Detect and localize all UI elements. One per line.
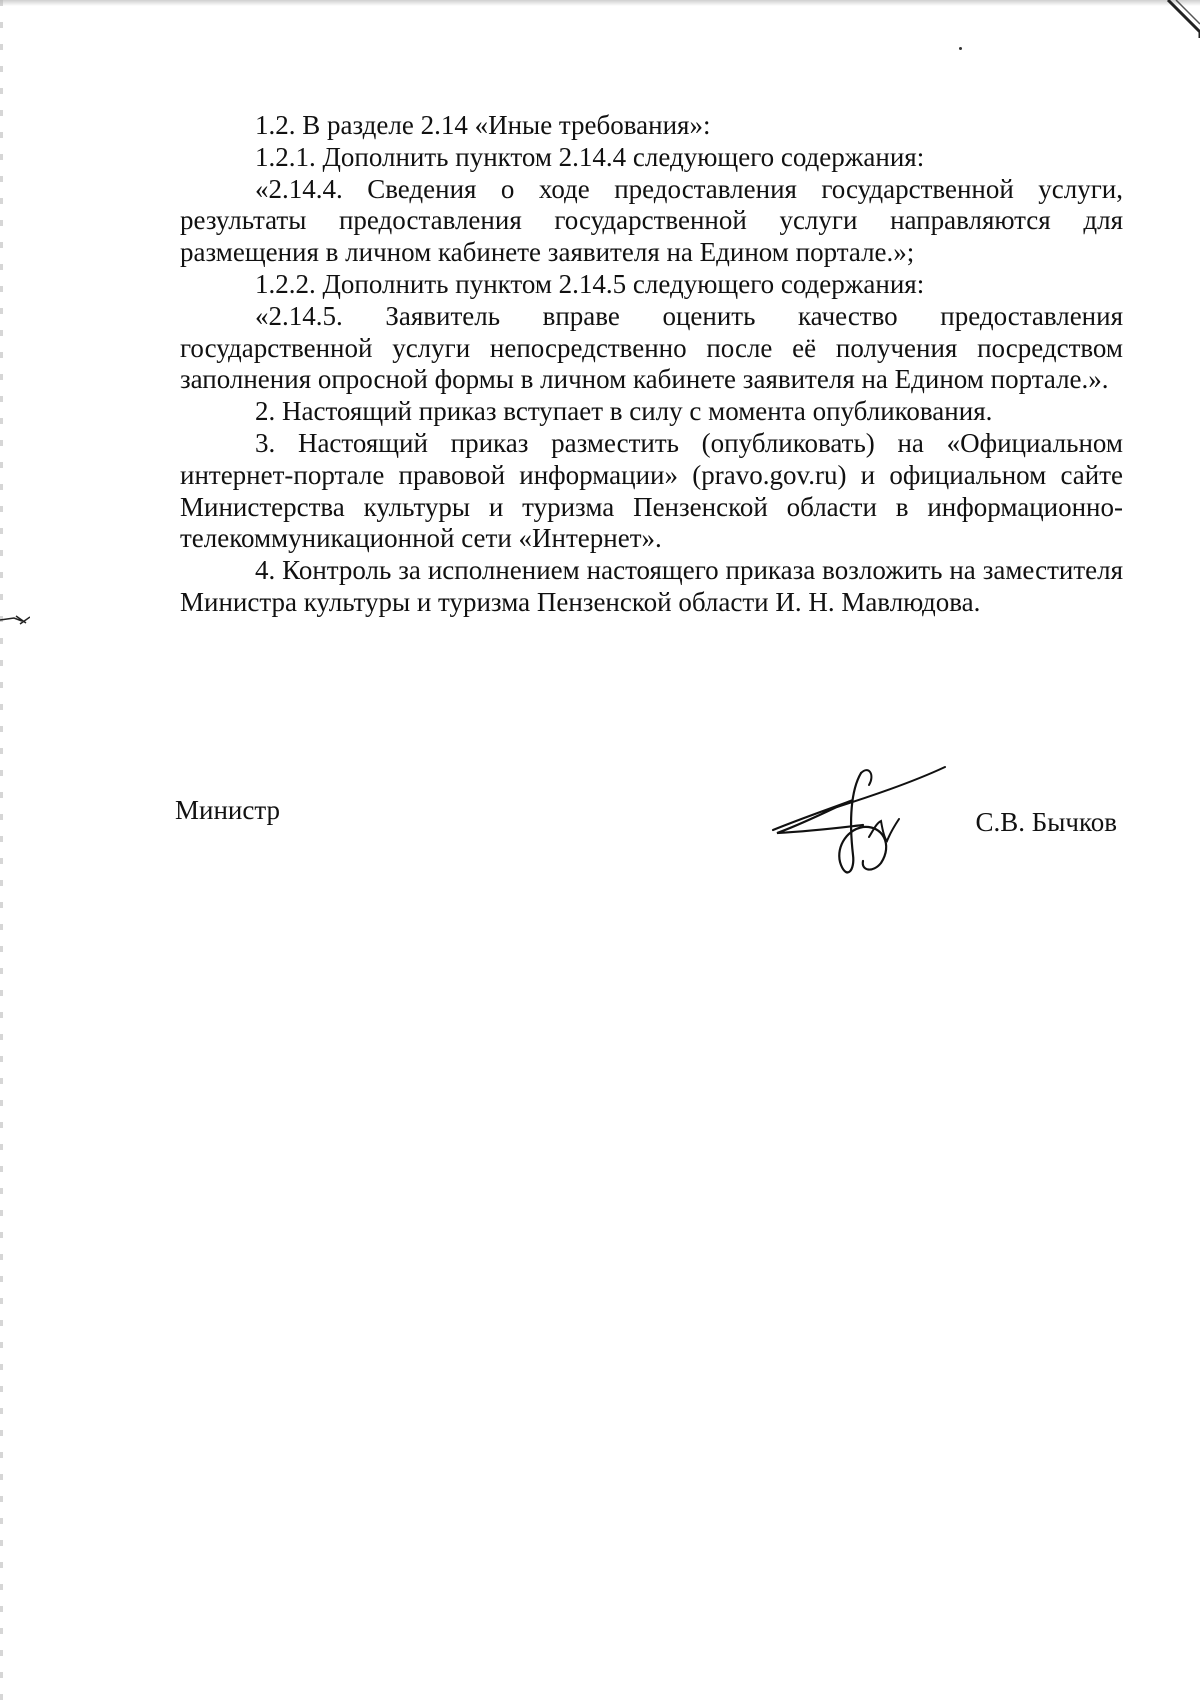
scan-artifact: [0, 613, 30, 627]
paragraph-1-2-2: 1.2.2. Дополнить пунктом 2.14.5 следующего содержания:: [255, 268, 925, 299]
paragraph-2-14-4: «2.14.4. Сведения о ходе предоставления государственной услуги, результаты предоставления государственной услуги направляются для размещения в личном кабинете заявителя на Едином портале.»;: [180, 173, 1123, 268]
signatory-name: С.В. Бычков: [975, 807, 1117, 837]
paragraph-1-2: 1.2. В разделе 2.14 «Иные требования»:: [255, 110, 711, 140]
scan-edge-left: [0, 0, 3, 1703]
paragraph-2: 2. Настоящий приказ вступает в силу с момента опубликования.: [255, 396, 993, 427]
folded-corner-icon: [1162, 0, 1200, 38]
signature-block: [175, 795, 1125, 915]
document-body: [180, 110, 1123, 619]
paragraph-3: 3. Настоящий приказ разместить (опубликовать) на «Официальном интернет-портале правовой информации» (pravo.gov.ru) и официальном сайте Министерства культуры и туризма Пензенской области в информационно-телекоммуникационной сети «Интернет».: [180, 427, 1123, 554]
paragraph-4: 4. Контроль за исполнением настоящего приказа возложить на заместителя Министра культуры и туризма Пензенской области И. Н. Мавлюдова.: [180, 555, 1123, 617]
paragraph-2-14-5: «2.14.5. Заявитель вправе оценить качество предоставления государственной услуги непосредственно после её получения посредством заполнения опросной формы в личном кабинете заявителя на Едином портале.».: [180, 300, 1123, 395]
paragraph-1-2-1: 1.2.1. Дополнить пунктом 2.14.4 следующего содержания:: [255, 141, 925, 172]
scan-edge-top: [0, 0, 1200, 6]
signatory-title: Министр: [175, 795, 280, 825]
handwritten-signature: [765, 745, 955, 895]
scan-speck: [959, 47, 962, 50]
